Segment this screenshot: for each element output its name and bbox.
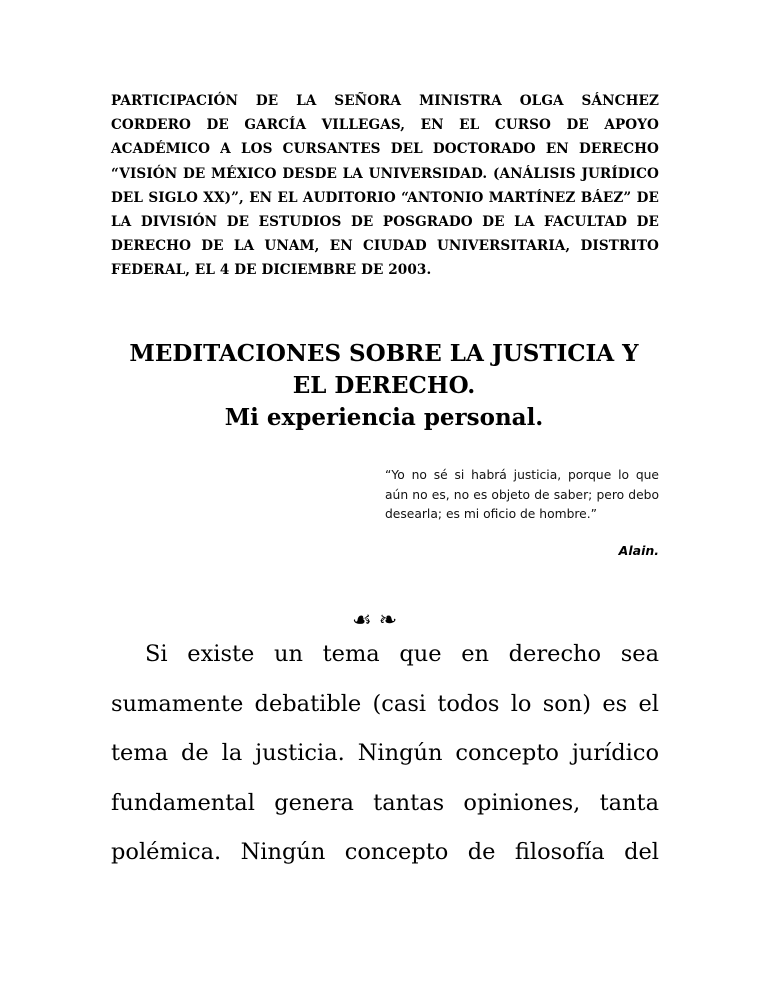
epigraph-author: Alain. (618, 543, 659, 558)
subtitle: Mi experiencia personal. (224, 404, 544, 431)
body-text (111, 630, 659, 878)
document-title (60, 338, 708, 434)
title-line-2: EL DERECHO. (292, 372, 476, 399)
title-line-1: MEDITACIONES SOBRE LA JUSTICIA Y (129, 340, 639, 367)
paragraph: Si existe un tema que en derecho sea sumamente debatible (casi todos lo son) es el tema de la justicia. Ningún concepto jurídico fundamental genera tantas opiniones, tanta polémica. Ningún concepto de filosofía del (111, 641, 659, 865)
epigraph-text: “Yo no sé si habrá justicia, porque lo que aún no es, no es objeto de saber; pero debo desearla; es mi oficio de hombre.” (385, 468, 659, 521)
ornament-icon: ☙ ❧ (352, 608, 398, 633)
document-header: PARTICIPACIÓN DE LA SEÑORA MINISTRA OLGA SÁNCHEZ CORDERO DE GARCÍA VILLEGAS, EN EL CURSO DE APOYO ACADÉMICO A LOS CURSANTES DEL DOCTORADO EN DERECHO “VISIÓN DE MÉXICO DESDE LA UNIVERSIDAD. (ANÁLISIS JURÍDICO DEL SIGLO XX)”, EN EL AUDITORIO “ANTONIO MARTÍNEZ BÁEZ” DE LA DIVISIÓN DE ESTUDIOS DE POSGRADO DE LA FACULTAD DE DERECHO DE LA UNAM, EN CIUDAD UNIVERSITARIA, DISTRITO FEDERAL, EL 4 DE DICIEMBRE DE 2003. (111, 93, 659, 279)
